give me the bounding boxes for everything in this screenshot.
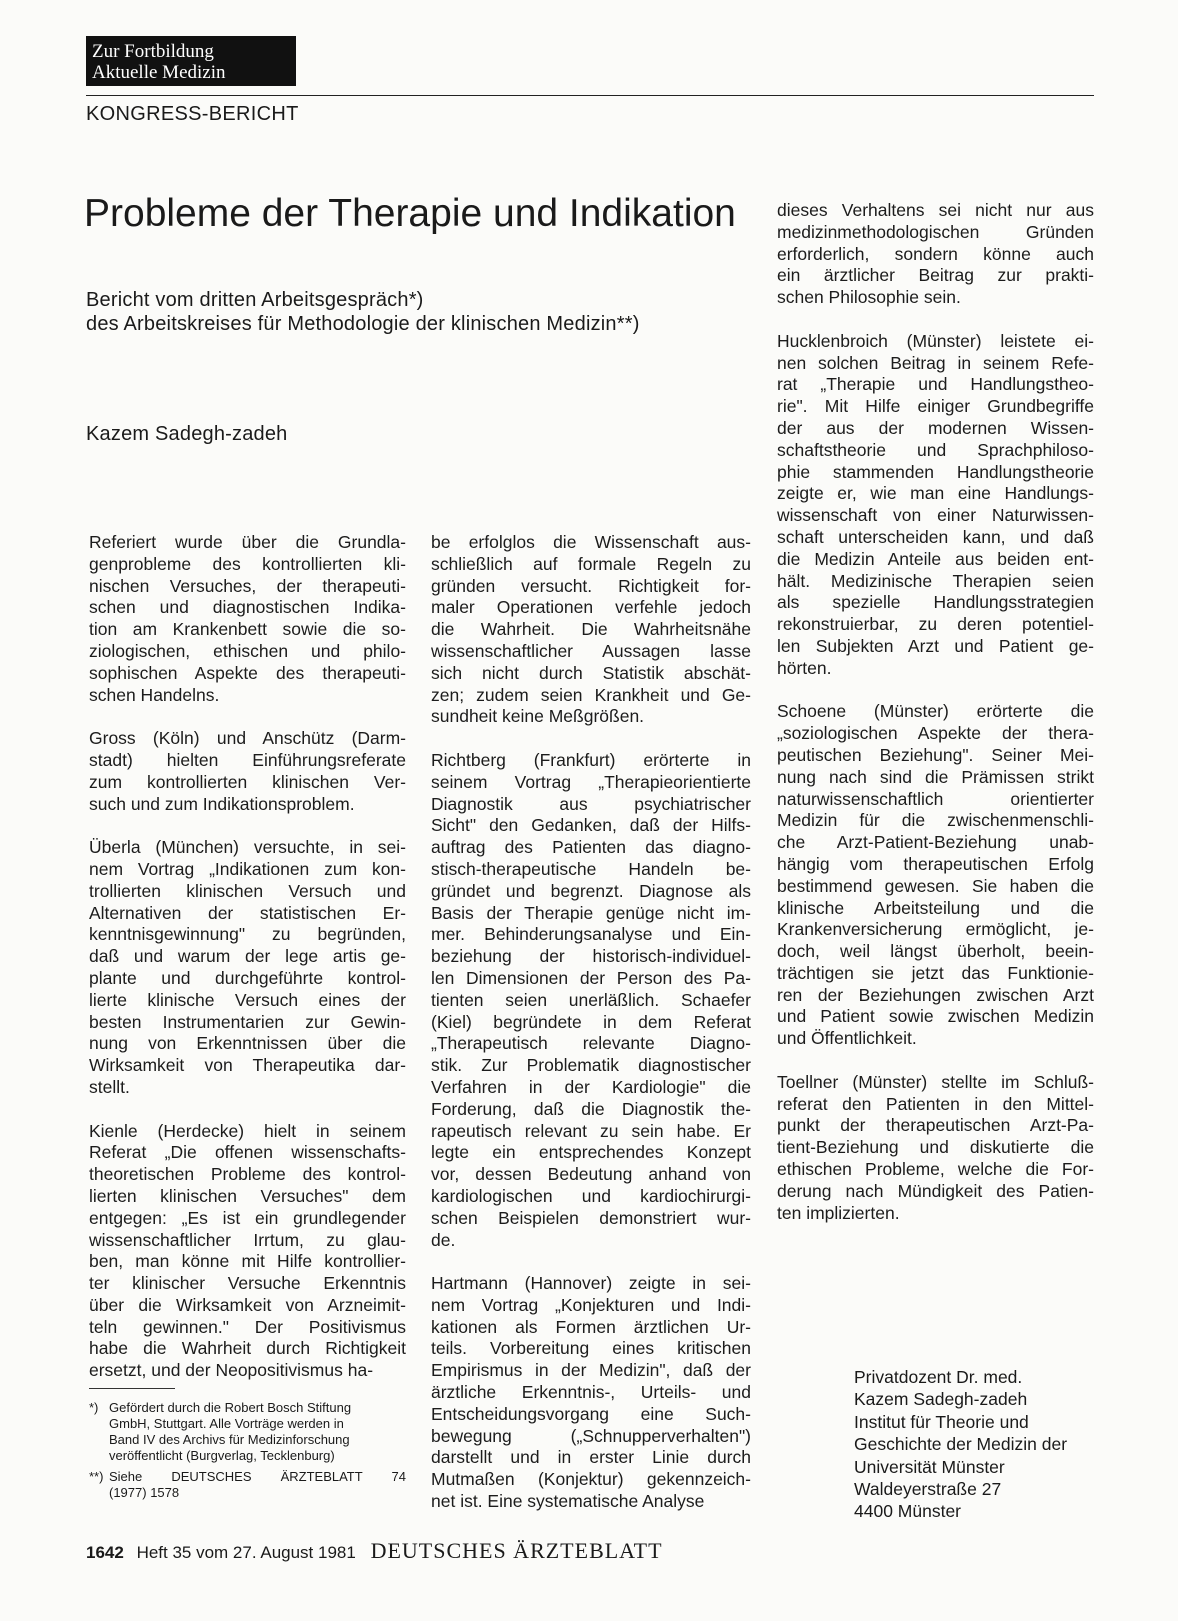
text-line: kationen als Formen ärztlichen Ur- bbox=[431, 1316, 751, 1337]
text-line: nischen Versuches, der therapeuti- bbox=[89, 575, 406, 596]
page-footer bbox=[86, 1538, 663, 1564]
text-line: wissenschaftlicher Aussagen lasse bbox=[431, 640, 751, 661]
text-line: der aus der modernen Wissen- bbox=[777, 417, 1094, 438]
text-line: lierten klinischen Versuches" dem bbox=[89, 1185, 406, 1206]
text-line: len Subjekten Arzt und Patient ge- bbox=[777, 635, 1094, 656]
text-line: gründen versucht. Richtigkeit for- bbox=[431, 575, 751, 596]
text-line: teils. Vorbereitung eines kritischen bbox=[431, 1338, 751, 1359]
text-column-3 bbox=[777, 200, 1094, 1246]
text-line: stadt) hielten Einführungsreferate bbox=[89, 749, 406, 770]
text-line: tienten seien unerläßlich. Schaefer bbox=[431, 989, 751, 1010]
address-line: Privatdozent Dr. med. bbox=[854, 1367, 1023, 1387]
text-line: über die Wirksamkeit von Arzneimit- bbox=[89, 1294, 406, 1315]
text-line: referat den Patienten in den Mittel- bbox=[777, 1093, 1094, 1114]
text-line: nen solchen Beitrag in seinem Refe- bbox=[777, 352, 1094, 373]
footnote-marker: *) bbox=[89, 1400, 99, 1415]
text-line: lierte klinische Versuch eines der bbox=[89, 989, 406, 1010]
text-line: trollierten klinischen Versuch und bbox=[89, 880, 406, 901]
text-line: nem Vortrag „Konjekturen und Indi- bbox=[431, 1294, 751, 1315]
text-line: „soziologischen Aspekte der thera- bbox=[777, 723, 1094, 744]
journal-name: DEUTSCHES ÄRZTEBLATT bbox=[370, 1538, 663, 1563]
text-line: kardiologischen und kardiochirurgi- bbox=[431, 1185, 751, 1206]
footnote-line: (1977) 1578 bbox=[109, 1485, 180, 1500]
paragraph bbox=[431, 1273, 751, 1513]
text-line: such und zum Indikationsproblem. bbox=[89, 793, 355, 814]
text-line: bewegung („Schnupperverhalten") bbox=[431, 1425, 751, 1446]
text-line: hörten. bbox=[777, 657, 832, 678]
text-line: schaftstheorie und Sprachphiloso- bbox=[777, 439, 1094, 460]
text-line: ärztliche Erkenntnis-, Urteils- und bbox=[431, 1382, 751, 1403]
text-line: sich nicht durch Statistik abschät- bbox=[431, 662, 751, 683]
article-subtitle bbox=[86, 288, 640, 336]
text-line: de. bbox=[431, 1229, 456, 1250]
text-line: derung nach Mündigkeit des Patien- bbox=[777, 1180, 1094, 1201]
text-line: Forderung, daß die Diagnostik the- bbox=[431, 1098, 751, 1119]
footnote-2 bbox=[89, 1469, 406, 1501]
text-line: Überla (München) versuchte, in sei- bbox=[89, 837, 406, 858]
text-line: erforderlich, sondern könne auch bbox=[777, 243, 1094, 264]
address-line: Waldeyerstraße 27 bbox=[854, 1479, 1002, 1500]
text-line: sophischen Aspekte des therapeuti- bbox=[89, 662, 406, 683]
text-line: peutischen Beziehung". Seiner Mei- bbox=[777, 744, 1094, 765]
text-line: ersetzt, und der Neopositivismus ha- bbox=[89, 1360, 374, 1381]
text-line: besten Instrumentarien zur Gewin- bbox=[89, 1011, 406, 1032]
text-line: Empirismus in der Medizin", daß der bbox=[431, 1360, 751, 1381]
text-line: hält. Medizinische Therapien seien bbox=[777, 570, 1094, 591]
text-line: bestimmend gewesen. Sie haben die bbox=[777, 875, 1094, 896]
paragraph bbox=[89, 532, 406, 706]
text-line: Basis der Therapie genüge nicht im- bbox=[431, 902, 751, 923]
author-address bbox=[854, 1366, 1067, 1523]
text-line: nung von Erkenntnissen über die bbox=[89, 1033, 406, 1054]
text-line: punkt der therapeutischen Arzt-Pa- bbox=[777, 1115, 1094, 1136]
text-line: nem Vortrag „Indikationen zum kon- bbox=[89, 858, 406, 879]
text-line: net ist. Eine systematische Analyse bbox=[431, 1491, 705, 1512]
text-line: wissenschaft von einer Naturwissen- bbox=[777, 505, 1094, 526]
text-line: hängig vom therapeutischen Erfolg bbox=[777, 853, 1094, 874]
text-line: naturwissenschaftlich orientierter bbox=[777, 788, 1094, 809]
text-line: medizinmethodologischen Gründen bbox=[777, 221, 1094, 242]
text-line: gründet und begrenzt. Diagnose als bbox=[431, 880, 751, 901]
text-line: und Öffentlichkeit. bbox=[777, 1028, 917, 1049]
text-line: Gross (Köln) und Anschütz (Darm- bbox=[89, 728, 406, 749]
text-line: teln gewinnen." Der Positivismus bbox=[89, 1316, 406, 1337]
text-line: rie". Mit Hilfe einiger Grundbegriffe bbox=[777, 396, 1094, 417]
text-line: stik. Zur Problematik diagnostischer bbox=[431, 1055, 751, 1076]
text-line: dieses Verhaltens sei nicht nur aus bbox=[777, 200, 1094, 220]
text-line: sundheit keine Meßgrößen. bbox=[431, 706, 645, 727]
text-line: theoretischen Probleme des kontrol- bbox=[89, 1164, 406, 1185]
text-line: Hartmann (Hannover) zeigte in sei- bbox=[431, 1273, 751, 1294]
address-line: 4400 Münster bbox=[854, 1501, 962, 1522]
text-line: Referat „Die offenen wissenschafts- bbox=[89, 1142, 406, 1163]
header-rule bbox=[86, 95, 1094, 96]
text-line: mer. Behinderungsanalyse und Ein- bbox=[431, 924, 751, 945]
footnote-rule bbox=[89, 1388, 175, 1389]
address-line: Geschichte der Medizin der bbox=[854, 1434, 1068, 1455]
text-line: kenntnisgewinnung" zu begründen, bbox=[89, 924, 406, 945]
text-line: auftrag des Patienten das diagno- bbox=[431, 837, 751, 858]
text-line: schen Handelns. bbox=[89, 684, 220, 705]
text-line: genprobleme des kontrollierten kli- bbox=[89, 553, 406, 574]
address-line: Kazem Sadegh-zadeh bbox=[854, 1389, 1028, 1410]
text-line: che Arzt-Patient-Beziehung unab- bbox=[777, 832, 1094, 853]
text-line: plante und durchgeführte kontrol- bbox=[89, 967, 406, 988]
text-line: Alternativen der statistischen Er- bbox=[89, 902, 406, 923]
text-line: Sicht" den Gedanken, daß der Hilfs- bbox=[431, 815, 751, 836]
text-line: ein ärztlicher Beitrag zur prakti- bbox=[777, 265, 1094, 286]
text-line: „Therapeutisch relevante Diagno- bbox=[431, 1033, 751, 1054]
paragraph bbox=[777, 200, 1094, 309]
text-line: Medizin für die zwischenmenschli- bbox=[777, 810, 1094, 831]
text-line: rapeutisch relevant zu sein habe. Er bbox=[431, 1120, 751, 1141]
text-line: ten implizierten. bbox=[777, 1202, 900, 1223]
text-line: zeigte er, wie man eine Handlungs- bbox=[777, 483, 1094, 504]
text-column-1 bbox=[89, 532, 406, 1404]
text-line: Hucklenbroich (Münster) leistete ei- bbox=[777, 330, 1094, 351]
footnote-1 bbox=[89, 1400, 406, 1464]
text-line: darstellt und in erster Linie durch bbox=[431, 1447, 751, 1468]
paragraph bbox=[89, 1121, 406, 1383]
text-line: ben, man könne mit Hilfe kontrollier- bbox=[89, 1251, 406, 1272]
paragraph bbox=[431, 750, 751, 1251]
series-badge bbox=[86, 36, 296, 86]
text-line: Wirksamkeit von Therapeutika dar- bbox=[89, 1055, 406, 1076]
text-line: die Medizin Anteile aus beiden ent- bbox=[777, 548, 1094, 569]
text-line: rekonstruierbar, zu deren potentiel- bbox=[777, 614, 1094, 635]
footnote-line: Siehe DEUTSCHES ÄRZTEBLATT 74 bbox=[109, 1469, 406, 1484]
footnote-line: veröffentlicht (Burgverlag, Tecklenburg) bbox=[109, 1448, 335, 1463]
text-line: seinem Vortrag „Therapieorientierte bbox=[431, 771, 751, 792]
text-line: klinische Arbeitsteilung und die bbox=[777, 897, 1094, 918]
text-line: schen Philosophie sein. bbox=[777, 287, 961, 308]
address-line: Institut für Theorie und bbox=[854, 1411, 1029, 1432]
text-line: legte ein entsprechendes Konzept bbox=[431, 1142, 751, 1163]
text-line: Verfahren in der Kardiologie" die bbox=[431, 1076, 751, 1097]
text-line: nung nach sind die Prämissen strikt bbox=[777, 766, 1094, 787]
text-line: tient-Beziehung und diskutierte die bbox=[777, 1137, 1094, 1158]
text-line: zum kontrollierten klinischen Ver- bbox=[89, 771, 406, 792]
issue-info: Heft 35 vom 27. August 1981 bbox=[136, 1543, 356, 1562]
text-line: maler Operationen verfehle jedoch bbox=[431, 597, 751, 618]
subtitle-line: des Arbeitskreises für Methodologie der klinischen Medizin**) bbox=[86, 313, 640, 335]
footnote-line: Band IV des Archivs für Medizinforschung bbox=[109, 1432, 350, 1447]
text-line: als spezielle Handlungsstrategien bbox=[777, 592, 1094, 613]
text-line: ziologischen, ethischen und philo- bbox=[89, 640, 406, 661]
subtitle-line: Bericht vom dritten Arbeitsgespräch*) bbox=[86, 289, 424, 311]
text-line: trächtigen sie jetzt das Funktionie- bbox=[777, 962, 1094, 983]
section-label: KONGRESS-BERICHT bbox=[86, 103, 299, 125]
text-line: Schoene (Münster) erörterte die bbox=[777, 701, 1094, 722]
text-line: stisch-therapeutische Handeln be- bbox=[431, 858, 751, 879]
article-title: Probleme der Therapie und Indikation bbox=[84, 192, 736, 235]
text-line: die Wahrheit. Die Wahrheitsnähe bbox=[431, 619, 751, 640]
footnote-line: Gefördert durch die Robert Bosch Stiftung bbox=[109, 1400, 352, 1415]
text-line: und Patient sowie zwischen Medizin bbox=[777, 1006, 1094, 1027]
text-line: schaft unterscheiden kann, und daß bbox=[777, 526, 1094, 547]
text-line: schen und diagnostischen Indika- bbox=[89, 597, 406, 618]
text-line: Diagnostik aus psychiatrischer bbox=[431, 793, 751, 814]
text-line: Kienle (Herdecke) hielt in seinem bbox=[89, 1120, 406, 1141]
text-line: doch, weil längst überholt, beein- bbox=[777, 941, 1094, 962]
footnote-marker: **) bbox=[89, 1469, 104, 1484]
text-line: schen Beispielen demonstriert wur- bbox=[431, 1207, 751, 1228]
text-line: len Dimensionen der Person des Pa- bbox=[431, 967, 751, 988]
address-line: Universität Münster bbox=[854, 1456, 1005, 1477]
text-line: entgegen: „Es ist ein grundlegender bbox=[89, 1207, 406, 1228]
text-line: zen; zudem seien Krankheit und Ge- bbox=[431, 684, 751, 705]
text-line: habe die Wahrheit durch Richtigkeit bbox=[89, 1338, 406, 1359]
badge-line-2: Aktuelle Medizin bbox=[92, 62, 226, 83]
text-line: Mutmaßen (Konjektur) gekennzeich- bbox=[431, 1469, 751, 1490]
text-line: vor, dessen Bedeutung anhand von bbox=[431, 1164, 751, 1185]
badge-line-1: Zur Fortbildung bbox=[92, 41, 214, 62]
paragraph bbox=[777, 331, 1094, 680]
text-line: stellt. bbox=[89, 1076, 130, 1097]
footnote-line: GmbH, Stuttgart. Alle Vorträge werden in bbox=[109, 1416, 344, 1431]
text-line: daß und warum der lege artis ge- bbox=[89, 946, 406, 967]
author-name: Kazem Sadegh-zadeh bbox=[86, 423, 288, 445]
text-line: ter klinischer Versuche Erkenntnis bbox=[89, 1273, 406, 1294]
text-line: Toellner (Münster) stellte im Schluß- bbox=[777, 1071, 1094, 1092]
text-line: phie stammenden Handlungstheorie bbox=[777, 461, 1094, 482]
text-line: schließlich auf formale Regeln zu bbox=[431, 553, 751, 574]
text-line: ren der Beziehungen zwischen Arzt bbox=[777, 984, 1094, 1005]
text-line: rat „Therapie und Handlungstheo- bbox=[777, 374, 1094, 395]
text-line: tion am Krankenbett sowie die so- bbox=[89, 619, 406, 640]
text-line: Richtberg (Frankfurt) erörterte in bbox=[431, 749, 751, 770]
text-column-2 bbox=[431, 532, 751, 1535]
text-line: Krankenversicherung ermöglicht, je- bbox=[777, 919, 1094, 940]
paragraph bbox=[89, 837, 406, 1099]
paragraph bbox=[89, 728, 406, 815]
text-line: beziehung der historisch-individuel- bbox=[431, 946, 751, 967]
text-line: Entscheidungsvorgang eine Such- bbox=[431, 1403, 751, 1424]
page-number: 1642 bbox=[86, 1543, 124, 1562]
paragraph bbox=[431, 532, 751, 728]
paragraph bbox=[777, 1072, 1094, 1225]
text-line: wissenschaftlicher Irrtum, zu glau- bbox=[89, 1229, 406, 1250]
text-line: (Kiel) begründete in dem Referat bbox=[431, 1011, 751, 1032]
text-line: ethischen Probleme, welche die For- bbox=[777, 1159, 1094, 1180]
paragraph bbox=[777, 701, 1094, 1050]
text-line: be erfolglos die Wissenschaft aus- bbox=[431, 532, 751, 552]
text-line: Referiert wurde über die Grundla- bbox=[89, 532, 406, 552]
